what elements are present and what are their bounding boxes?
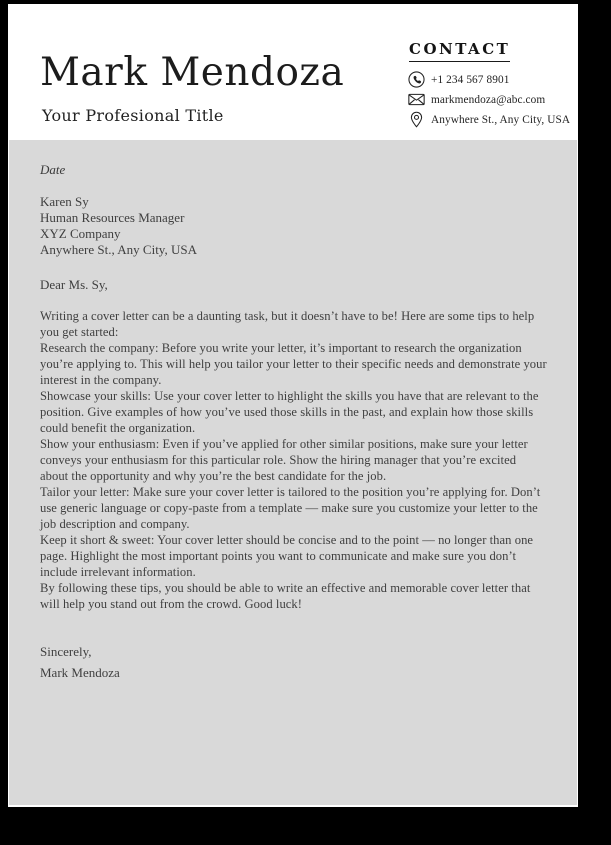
body-paragraph: Tailor your letter: Make sure your cover letter is tailored to the position you’re applying for. Don’t use generic language or copy-paste from a template — make sure you customize your letter to the job description and company. — [40, 485, 541, 531]
contact-item-location — [408, 111, 576, 128]
letter-header — [8, 4, 578, 140]
document-page — [8, 4, 578, 807]
recipient-name: Karen Sy — [40, 194, 89, 209]
email-icon — [408, 91, 425, 108]
body-paragraph: Writing a cover letter can be a daunting task, but it doesn’t have to be! Here are some tips to help you get started: — [40, 309, 535, 339]
contact-heading: CONTACT — [409, 40, 510, 62]
recipient-role: Human Resources Manager — [40, 210, 185, 225]
contact-section — [408, 40, 576, 131]
body-paragraph: Showcase your skills: Use your cover letter to highlight the skills you have that are relevant to the position. Give examples of how you’ve used those skills in the past, and explain how those skills could benefit the organization. — [40, 389, 539, 435]
date-label: Date — [40, 162, 66, 177]
salutation: Dear Ms. Sy, — [40, 277, 108, 292]
recipient-address: Anywhere St., Any City, USA — [40, 242, 197, 257]
signature: Mark Mendoza — [40, 665, 120, 680]
letter-content-area — [9, 140, 577, 805]
sender-professional-title: Your Profesional Title — [42, 106, 224, 125]
letter-paragraphs — [40, 308, 547, 612]
body-paragraph: Research the company: Before you write your letter, it’s important to research the organization you’re applying to. This will help you tailor your letter to their specific needs and demonstrate your interest in the company. — [40, 341, 547, 387]
recipient-company: XYZ Company — [40, 226, 121, 241]
contact-item-email — [408, 91, 576, 108]
contact-phone-value: +1 234 567 8901 — [431, 73, 510, 86]
phone-icon — [408, 71, 425, 88]
sender-name: Mark Mendoza — [40, 50, 345, 95]
contact-item-phone — [408, 71, 576, 88]
body-paragraph: Keep it short & sweet: Your cover letter should be concise and to the point — no longer than one page. Highlight the most important points you want to communicate and make sure you don’t include irrelevant information. — [40, 533, 534, 579]
body-paragraph: Show your enthusiasm: Even if you’ve applied for other similar positions, make sure your letter conveys your enthusiasm for this particular role. Show the hiring manager that you’re excited about the opportunity and why you’re the best candidate for the job. — [40, 437, 528, 483]
location-icon — [408, 111, 425, 128]
contact-location-value: Anywhere St., Any City, USA — [431, 113, 571, 126]
body-paragraph: By following these tips, you should be able to write an effective and memorable cover letter that will help you stand out from the crowd. Good luck! — [40, 581, 531, 611]
closing: Sincerely, — [40, 644, 92, 659]
contact-email-value: markmendoza@abc.com — [431, 93, 546, 106]
recipient-block — [40, 194, 547, 258]
